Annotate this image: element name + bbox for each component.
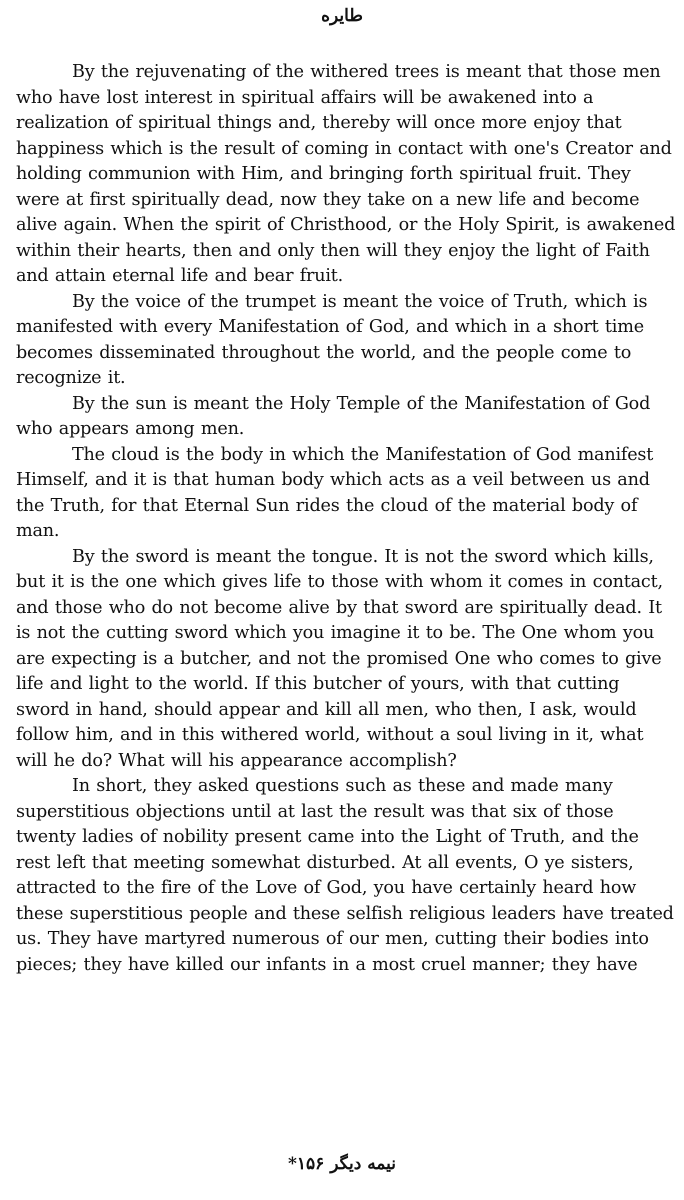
page-header: طايره [321, 6, 363, 26]
paragraph-trumpet: By the voice of the trumpet is meant the voice of Truth, which is manifested with every Manifestation of God, and which in a short time becomes disseminated throughout the world, and the people come to recognize it. [16, 291, 648, 388]
page-footer: نیمه دیگر ۱۵۶* [287, 1154, 396, 1174]
paragraph-sword: By the sword is meant the tongue. It is not the sword which kills, but it is the one which gives life to those with whom it comes in contact, and those who do not become alive by that sword are spiritually dead. It is not the cutting sword which you imagine it to be. The One whom you are expecting is a butcher, and not the promised One who comes to give life and light to the world. If this butcher of yours, with that cutting sword in hand, should appear and kill all men, who then, I ask, would follow him, and in this withered world, without a soul living in it, what will he do? What will his appearance accomplish? [16, 546, 663, 771]
paragraph-cloud: The cloud is the body in which the Manifestation of God manifest Himself, and it is that human body which acts as a veil between us and the Truth, for that Eternal Sun rides the cloud of the material body of man. [16, 444, 654, 541]
paragraph-withered-trees: By the rejuvenating of the withered trees is meant that those men who have lost interest in spiritual affairs will be awakened into a realization of spiritual things and, thereby will once more enjoy that happiness which is the result of coming in contact with one's Creator and holding communion with Him, and bringing forth spiritual fruit. They were at first spiritually dead, now they take on a new life and become alive again. When the spirit of Christhood, or the Holy Spirit, is awakened within their hearts, then and only then will they enjoy the light of Faith and attain eternal life and bear fruit. [16, 62, 676, 286]
paragraph-sun: By the sun is meant the Holy Temple of the Manifestation of God who appears among men. [16, 393, 651, 439]
body-text [16, 60, 676, 978]
paragraph-in-short: In short, they asked questions such as these and made many superstitious objections until at last the result was that six of those twenty ladies of nobility present came into the Light of Truth, and the rest left that meeting somewhat disturbed. At all events, O ye sisters, attracted to the fire of the Love of God, you have certainly heard how these superstitious people and these selfish religious leaders have treated us. They have martyred numerous of our men, cutting their bodies into pieces; they have killed our infants in a most cruel manner; they have [16, 776, 674, 975]
